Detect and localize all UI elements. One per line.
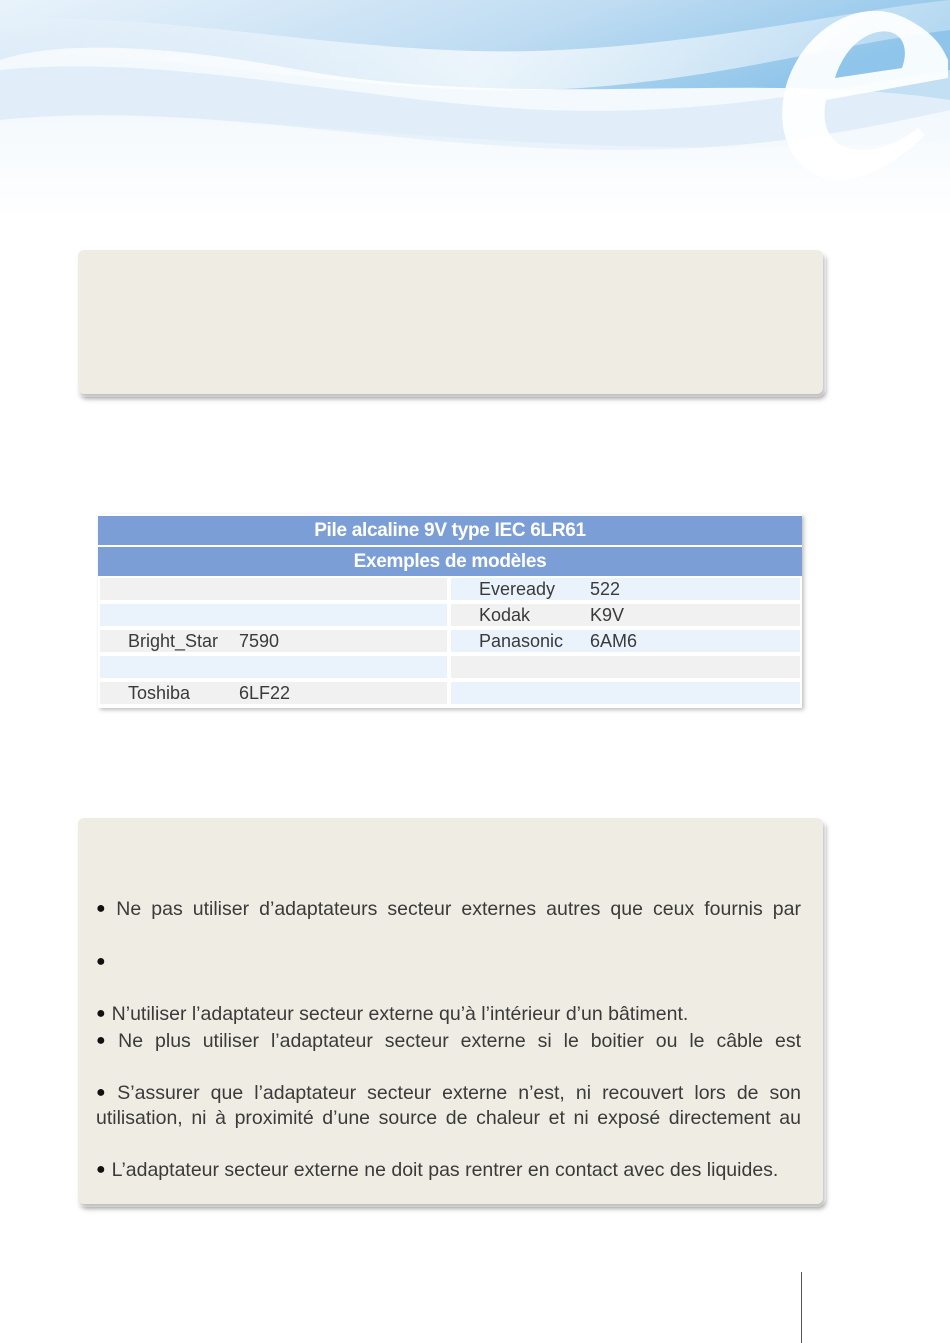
brand-cell: Panasonic [479, 631, 564, 651]
bullet-text: utilisation, ni à proximité d’une source de chaleur et ni exposé directement au [96, 1107, 801, 1129]
table-row [451, 578, 800, 600]
bullet-text: Ne plus utiliser l’adaptateur secteur externe si le boitier ou le câble est [118, 1030, 801, 1052]
list-item [96, 949, 801, 975]
model-cell: 522 [590, 579, 621, 599]
table-row [100, 604, 447, 626]
model-cell: 6AM6 [590, 631, 638, 651]
battery-table [98, 514, 802, 708]
table-row [100, 656, 447, 678]
table-row [451, 630, 800, 652]
list-item [96, 896, 801, 922]
bullet-icon: ● [96, 953, 106, 970]
bullet-icon: ● [96, 1005, 106, 1022]
list-item-continued [96, 1105, 801, 1131]
list-item [96, 1080, 801, 1106]
model-cell: 7590 [239, 631, 280, 651]
bullet-text: Ne pas utiliser d’adaptateurs secteur externes autres que ceux fournis par [116, 898, 801, 920]
table-row [451, 682, 800, 704]
model-cell: 6LF22 [239, 683, 291, 703]
wave-graphic [0, 0, 950, 220]
bullet-icon: ● [96, 1161, 106, 1178]
table-row [100, 578, 447, 600]
bullet-text: L’adaptateur secteur externe ne doit pas rentrer en contact avec des liquides. [111, 1159, 779, 1181]
brand-cell: Bright_Star [128, 631, 219, 651]
brand-cell: Eveready [479, 579, 556, 599]
bullet-text: N’utiliser l’adaptateur secteur externe qu’à l’intérieur d’un bâtiment. [111, 1003, 689, 1025]
footer-divider [801, 1272, 802, 1343]
bullet-text: S’assurer que l’adaptateur secteur externe n’est, ni recouvert lors de son [117, 1082, 801, 1104]
list-item [96, 1157, 801, 1183]
info-box-top [78, 250, 823, 394]
brand-cell: Kodak [479, 605, 531, 625]
table-row [451, 656, 800, 678]
table-row [100, 630, 447, 652]
bullet-icon: ● [96, 1084, 112, 1101]
brand-cell: Toshiba [128, 683, 191, 703]
table-row [100, 682, 447, 704]
list-item [96, 1001, 801, 1027]
list-item [96, 1028, 801, 1054]
bullet-icon: ● [96, 1032, 113, 1049]
bullet-icon: ● [96, 900, 111, 917]
header-wave-banner [0, 0, 950, 220]
table-row [451, 604, 800, 626]
model-cell: K9V [590, 605, 625, 625]
table-subtitle: Exemples de modèles [98, 547, 802, 576]
table-title: Pile alcaline 9V type IEC 6LR61 [98, 516, 802, 545]
